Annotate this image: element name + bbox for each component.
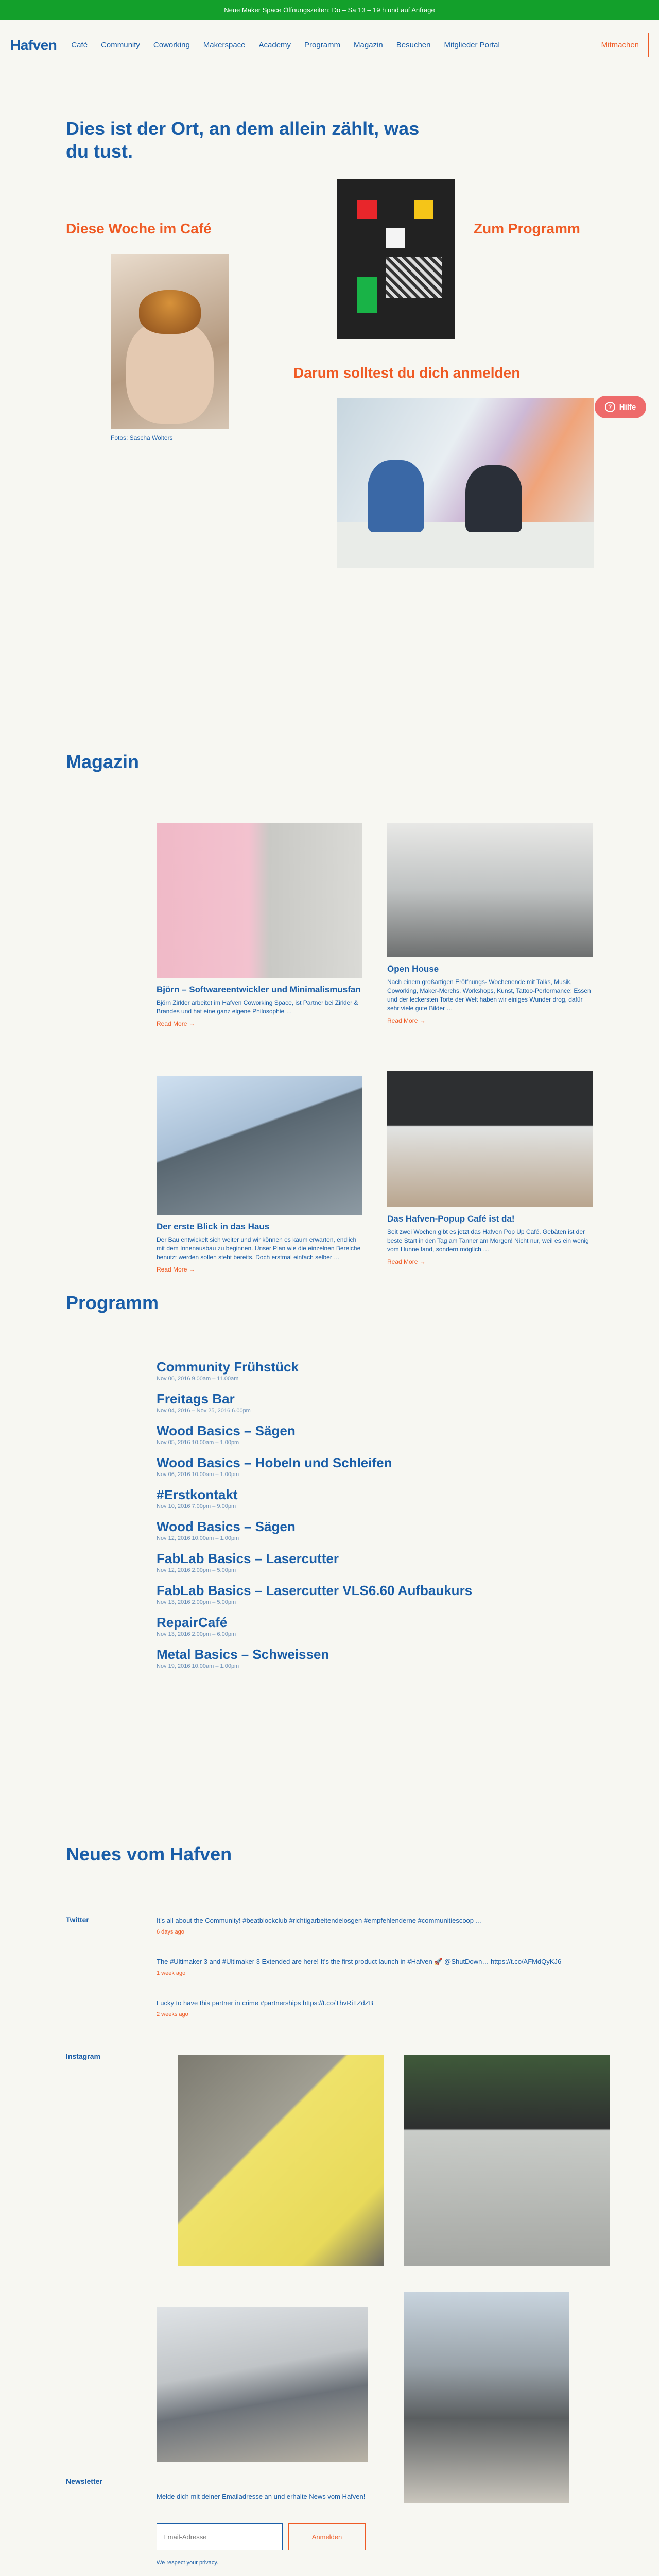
news-section: [0, 1807, 659, 2576]
newsletter-text: Melde dich mit deiner Emailadresse an und erhalte News vom Hafven!: [157, 2493, 366, 2500]
programm-artwork[interactable]: [337, 179, 455, 339]
instagram-label: Instagram: [66, 2052, 100, 2060]
event-meta: Nov 06, 2016 10.00am – 1.00pm: [157, 1471, 239, 1478]
article-excerpt: Nach einem großartigen Eröffnungs- Wochenende mit Talks, Musik, Coworking, Maker-Merchs, Workshops, Kunst, Tattoo-Performance: Essen und der leckersten Torte der Welt haben wir einiges Wunder drog, dafür sehr viele gute Bilder …: [387, 978, 591, 1012]
mitmachen-button[interactable]: Mitmachen: [592, 33, 649, 57]
instagram-photo[interactable]: [178, 2055, 384, 2266]
tweet-time: 2 weeks ago: [157, 2011, 188, 2018]
person-shape: [465, 465, 522, 532]
tweet[interactable]: [157, 1998, 610, 2020]
event-title[interactable]: Wood Basics – Sägen: [157, 1519, 296, 1534]
nav-item-besuchen[interactable]: Besuchen: [396, 41, 431, 49]
event-meta: Nov 10, 2016 7.00pm – 9.00pm: [157, 1503, 236, 1510]
announcement-text[interactable]: Neue Maker Space Öffnungszeiten: Do – Sa 13 – 19 h und auf Anfrage: [224, 6, 435, 14]
event-item[interactable]: [157, 1359, 472, 1382]
event-meta: Nov 04, 2016 – Nov 25, 2016 6.00pm: [157, 1408, 251, 1414]
event-meta: Nov 19, 2016 10.00am – 1.00pm: [157, 1663, 239, 1669]
event-list: [157, 1359, 472, 1679]
cafe-photo[interactable]: [111, 254, 229, 429]
event-item[interactable]: [157, 1647, 472, 1669]
nav-item-mitglieder-portal[interactable]: Mitglieder Portal: [444, 41, 500, 49]
tweet[interactable]: [157, 1916, 610, 1937]
programm-heading: Programm: [66, 1292, 159, 1313]
programm-section: [0, 1277, 659, 1807]
stripe-pattern: [386, 257, 442, 298]
event-item[interactable]: [157, 1455, 472, 1478]
main-navigation: [0, 20, 659, 71]
article-image[interactable]: [387, 1071, 593, 1207]
article-image[interactable]: [387, 823, 593, 957]
tweet[interactable]: [157, 1957, 610, 1978]
burger-shape: [139, 290, 201, 334]
article-card[interactable]: [157, 1076, 362, 1273]
newsletter-email-input[interactable]: [157, 2523, 283, 2550]
help-button[interactable]: [595, 396, 646, 418]
programm-link[interactable]: Zum Programm: [474, 221, 580, 236]
announcement-bar[interactable]: [0, 0, 659, 20]
event-title[interactable]: Metal Basics – Schweissen: [157, 1647, 330, 1662]
article-title[interactable]: Björn – Softwareentwickler und Minimalismusfan: [157, 985, 361, 994]
newsletter-label: Newsletter: [66, 2477, 102, 2485]
article-image[interactable]: [157, 1076, 362, 1215]
magazin-section: [0, 669, 659, 1277]
event-title[interactable]: FabLab Basics – Lasercutter VLS6.60 Aufbaukurs: [157, 1583, 473, 1598]
read-more-link[interactable]: Read More →: [157, 1020, 195, 1027]
read-more-link[interactable]: Read More →: [387, 1258, 426, 1265]
event-title[interactable]: Community Frühstück: [157, 1359, 299, 1375]
event-meta: Nov 13, 2016 2.00pm – 5.00pm: [157, 1599, 236, 1605]
event-meta: Nov 12, 2016 10.00am – 1.00pm: [157, 1535, 239, 1541]
event-title[interactable]: #Erstkontakt: [157, 1487, 238, 1502]
event-meta: Nov 06, 2016 9.00am – 11.00am: [157, 1376, 239, 1382]
article-excerpt: Der Bau entwickelt sich weiter und wir können es kaum erwarten, endlich mit dem Innenausbau zu beginnen. Unser Plan wie die einzelnen Bereiche benutzt werden sollen steht bereits. Doch erstmal einfach selber …: [157, 1236, 361, 1261]
twitter-label: Twitter: [66, 1916, 89, 1924]
newsletter-privacy: We respect your privacy.: [157, 2560, 219, 2566]
help-icon: ?: [605, 402, 615, 412]
tweet-time: 6 days ago: [157, 1929, 184, 1935]
article-card[interactable]: [157, 823, 362, 1027]
nav-item-magazin[interactable]: Magazin: [354, 41, 383, 49]
article-title[interactable]: Open House: [387, 964, 439, 974]
article-card[interactable]: [387, 823, 593, 1024]
nav-item-makerspace[interactable]: Makerspace: [203, 41, 246, 49]
event-title[interactable]: Wood Basics – Sägen: [157, 1423, 296, 1438]
event-meta: Nov 13, 2016 2.00pm – 6.00pm: [157, 1631, 236, 1637]
newsletter-submit-button[interactable]: Anmelden: [288, 2523, 366, 2550]
tweet-time: 1 week ago: [157, 1970, 186, 1976]
tweet-text[interactable]: Lucky to have this partner in crime #partnerships https://t.co/ThvRiTZdZB: [157, 1999, 374, 2007]
event-meta: Nov 12, 2016 2.00pm – 5.00pm: [157, 1567, 236, 1573]
hero-title: Dies ist der Ort, an dem allein zählt, was du tust.: [66, 118, 420, 162]
person-shape: [368, 460, 424, 532]
event-item[interactable]: [157, 1615, 472, 1637]
article-excerpt: Seit zwei Wochen gibt es jetzt das Hafven Pop Up Café. Gebäten ist der beste Start in den Tag am Tanner am Morgen! Nicht nur, weil es ein wenig vom Hunne fand, sondern möglich …: [387, 1228, 589, 1253]
nav-item-academy[interactable]: Academy: [258, 41, 291, 49]
article-card[interactable]: [387, 1071, 593, 1265]
news-heading: Neues vom Hafven: [66, 1843, 232, 1865]
instagram-photo[interactable]: [404, 2055, 610, 2266]
photo-caption: Fotos: Sascha Wolters: [111, 434, 173, 442]
event-item[interactable]: [157, 1583, 472, 1605]
event-item[interactable]: [157, 1551, 472, 1573]
hafven-logo[interactable]: Hafven: [10, 37, 57, 53]
event-item[interactable]: [157, 1487, 472, 1510]
event-meta: Nov 05, 2016 10.00am – 1.00pm: [157, 1439, 239, 1446]
event-title[interactable]: FabLab Basics – Lasercutter: [157, 1551, 339, 1566]
hand-shape: [126, 321, 214, 424]
nav-item-cafe[interactable]: Café: [71, 41, 88, 49]
instagram-photo[interactable]: [157, 2307, 368, 2462]
article-title[interactable]: Der erste Blick in das Haus: [157, 1222, 270, 1231]
event-item[interactable]: [157, 1423, 472, 1446]
event-item[interactable]: [157, 1391, 472, 1414]
event-title[interactable]: Wood Basics – Hobeln und Schleifen: [157, 1455, 392, 1470]
help-label: Hilfe: [619, 402, 636, 412]
yellow-square: [414, 200, 433, 219]
nav-item-programm[interactable]: Programm: [304, 41, 341, 49]
hero-section: [0, 71, 659, 669]
instagram-photo[interactable]: [404, 2292, 569, 2503]
event-title[interactable]: RepairCafé: [157, 1615, 228, 1630]
red-square: [357, 200, 377, 219]
anmelden-link[interactable]: Darum solltest du dich anmelden: [293, 365, 521, 381]
office-photo[interactable]: [337, 398, 594, 568]
article-image[interactable]: [157, 823, 362, 978]
nav-item-coworking[interactable]: Coworking: [153, 41, 190, 49]
read-more-link[interactable]: Read More →: [157, 1266, 195, 1273]
white-square: [386, 228, 405, 248]
nav-item-community[interactable]: Community: [101, 41, 140, 49]
event-item[interactable]: [157, 1519, 472, 1541]
tweet-text[interactable]: The #Ultimaker 3 and #Ultimaker 3 Extended are here! It's the first product launch in #Hafven 🚀 @ShutDown… https://t.co/AFMdQyKJ6: [157, 1958, 562, 1965]
article-excerpt: Björn Zirkler arbeitet im Hafven Coworking Space, ist Partner bei Zirkler & Brandes und hat eine ganz eigene Philosophie …: [157, 999, 358, 1015]
cafe-week-link[interactable]: Diese Woche im Café: [66, 221, 212, 236]
magazin-heading: Magazin: [66, 751, 140, 772]
event-title[interactable]: Freitags Bar: [157, 1391, 235, 1406]
read-more-link[interactable]: Read More →: [387, 1017, 426, 1024]
article-title[interactable]: Das Hafven-Popup Café ist da!: [387, 1214, 515, 1224]
green-bar: [357, 277, 377, 313]
tweet-text[interactable]: It's all about the Community! #beatblockclub #richtigarbeitendelosgen #empfehlenderne #communitiescoop …: [157, 1917, 482, 1924]
